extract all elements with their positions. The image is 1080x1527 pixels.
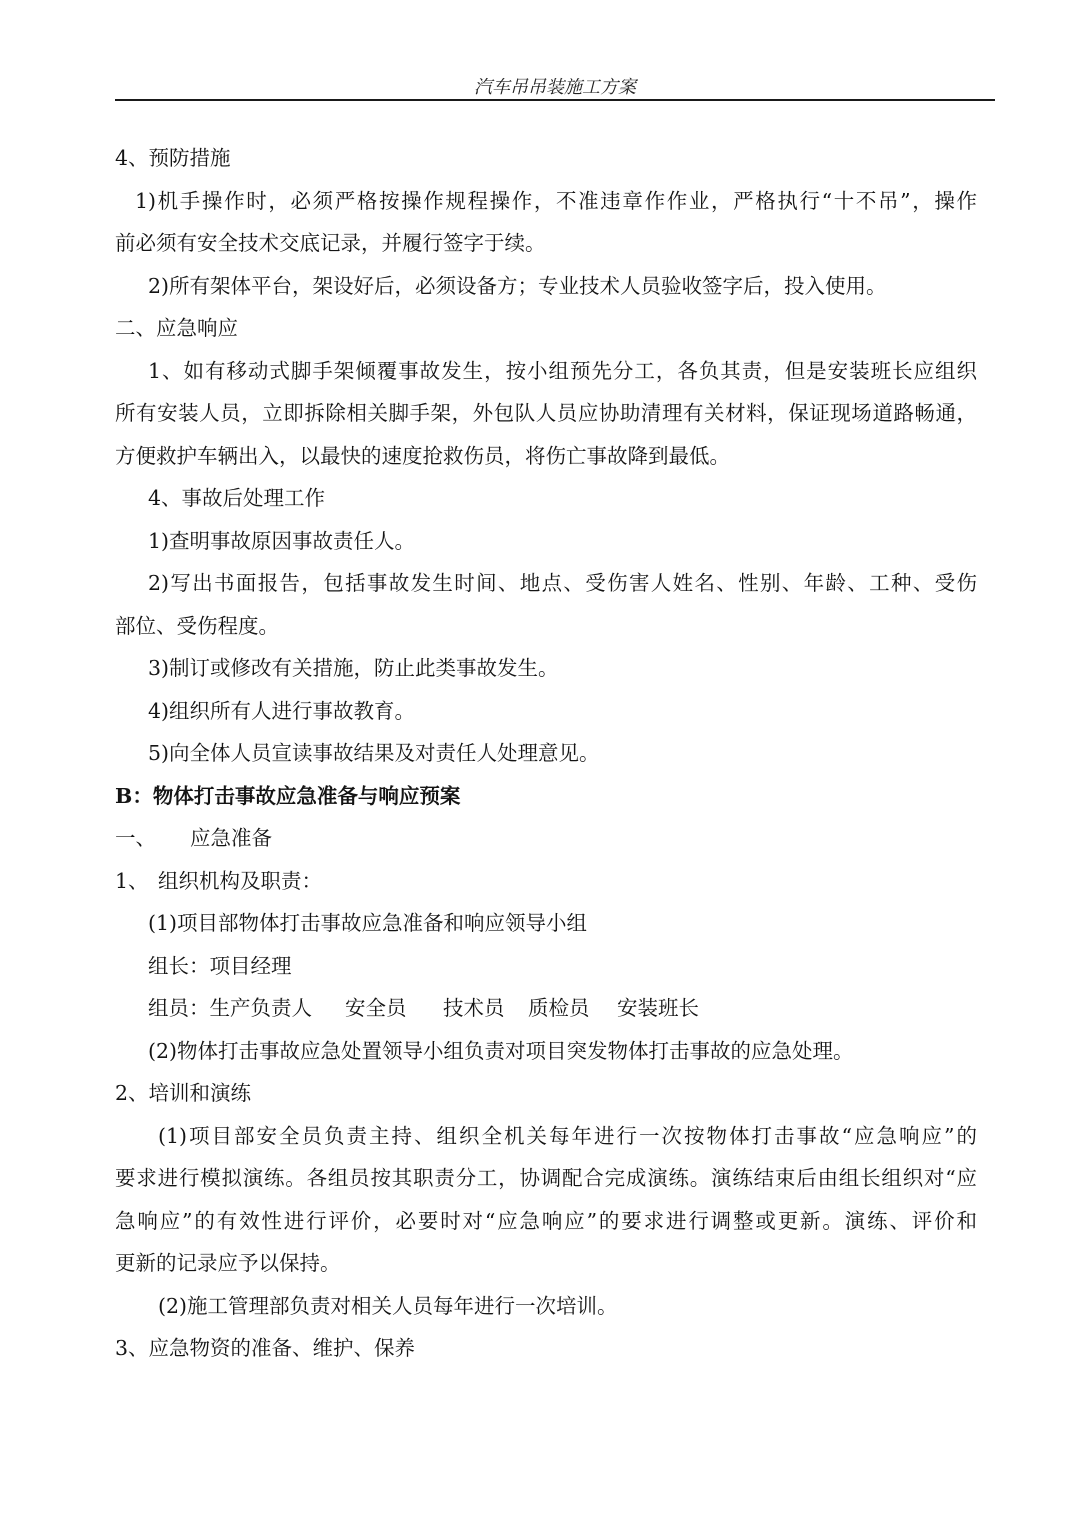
response-heading: 二、应急响应 <box>115 316 238 340</box>
org-group: (1)项目部物体打击事故应急准备和响应领导小组 <box>148 911 588 935</box>
org-heading-label: 组织机构及职责： <box>158 868 322 893</box>
prevention-item-2: 2)所有架体平台，架设好后，必须设备方；专业技术人员验收签字后，投入使用。 <box>148 273 887 298</box>
prep-heading-number: 一、 <box>115 826 156 850</box>
member-role: 质检员 <box>528 996 590 1020</box>
training-para-1-line-3: 急响应”的有效性进行评价，必要时对“应急响应”的要求进行调整或更新。演练、评价和 <box>115 1208 977 1233</box>
members-first <box>148 987 312 1030</box>
aftermath-item-3: 3)制订或修改有关措施，防止此类事故发生。 <box>148 656 559 680</box>
org-duty: (2)物体打击事故应急处置领导小组负责对项目突发物体打击事故的应急处理。 <box>148 1038 854 1063</box>
training-para-2: (2)施工管理部负责对相关人员每年进行一次培训。 <box>158 1293 618 1318</box>
plan-b-title: B：物体打击事故应急准备与响应预案 <box>115 783 461 808</box>
org-members <box>115 987 977 1030</box>
aftermath-item-1: 1)查明事故原因事故责任人。 <box>148 528 416 553</box>
materials-heading: 3、应急物资的准备、维护、保养 <box>115 1336 416 1360</box>
prep-heading-label: 应急准备 <box>190 826 272 850</box>
member-role: 技术员 <box>443 996 505 1020</box>
prevention-heading: 4、预防措施 <box>115 146 231 170</box>
aftermath-item-2-line-1: 2)写出书面报告，包括事故发生时间、地点、受伤害人姓名、性别、年龄、工种、受伤 <box>148 571 977 595</box>
response-para-line-3: 方便救护车辆出入，以最快的速度抢救伤员，将伤亡事故降到最低。 <box>115 443 730 468</box>
page-header-title: 汽车吊吊装施工方案 <box>474 77 636 98</box>
training-para-1-line-1: (1)项目部安全员负责主持、组织全机关每年进行一次按物体打击事故“应急响应”的 <box>158 1123 977 1148</box>
response-para-line-1: 1、如有移动式脚手架倾覆事故发生，按小组预先分工，各负其责，但是安装班长应组织 <box>148 358 977 383</box>
member-role: 安全员 <box>345 996 407 1020</box>
org-heading <box>115 860 977 903</box>
aftermath-item-2-line-2: 部位、受伤程度。 <box>115 613 279 638</box>
member-role: 安装班长 <box>617 996 699 1020</box>
header-divider <box>115 99 995 101</box>
org-heading-number: 1、 <box>115 868 149 893</box>
members-label: 组员： <box>148 996 210 1020</box>
training-para-1-line-2: 要求进行模拟演练。各组员按其职责分工，协调配合完成演练。演练结束后由组长组织对“应 <box>115 1166 977 1190</box>
prep-heading <box>115 817 977 860</box>
training-heading: 2、培训和演练 <box>115 1081 252 1105</box>
response-para-line-2: 所有安装人员，立即拆除相关脚手架，外包队人员应协助清理有关材料，保证现场道路畅通， <box>115 401 977 425</box>
aftermath-heading: 4、事故后处理工作 <box>148 486 326 510</box>
aftermath-item-5: 5)向全体人员宣读事故结果及对责任人处理意见。 <box>148 741 600 765</box>
org-leader: 组长：项目经理 <box>148 953 292 978</box>
prevention-item-1-line-2: 前必须有安全技术交底记录，并履行签字于续。 <box>115 231 546 255</box>
document-body <box>115 137 977 1370</box>
member-role: 生产负责人 <box>209 996 312 1020</box>
prevention-item-1-line-1: 1)机手操作时，必须严格按操作规程操作，不准违章作作业，严格执行“十不吊”，操作 <box>135 188 977 213</box>
training-para-1-line-4: 更新的记录应予以保持。 <box>115 1251 341 1275</box>
aftermath-item-4: 4)组织所有人进行事故教育。 <box>148 698 416 723</box>
